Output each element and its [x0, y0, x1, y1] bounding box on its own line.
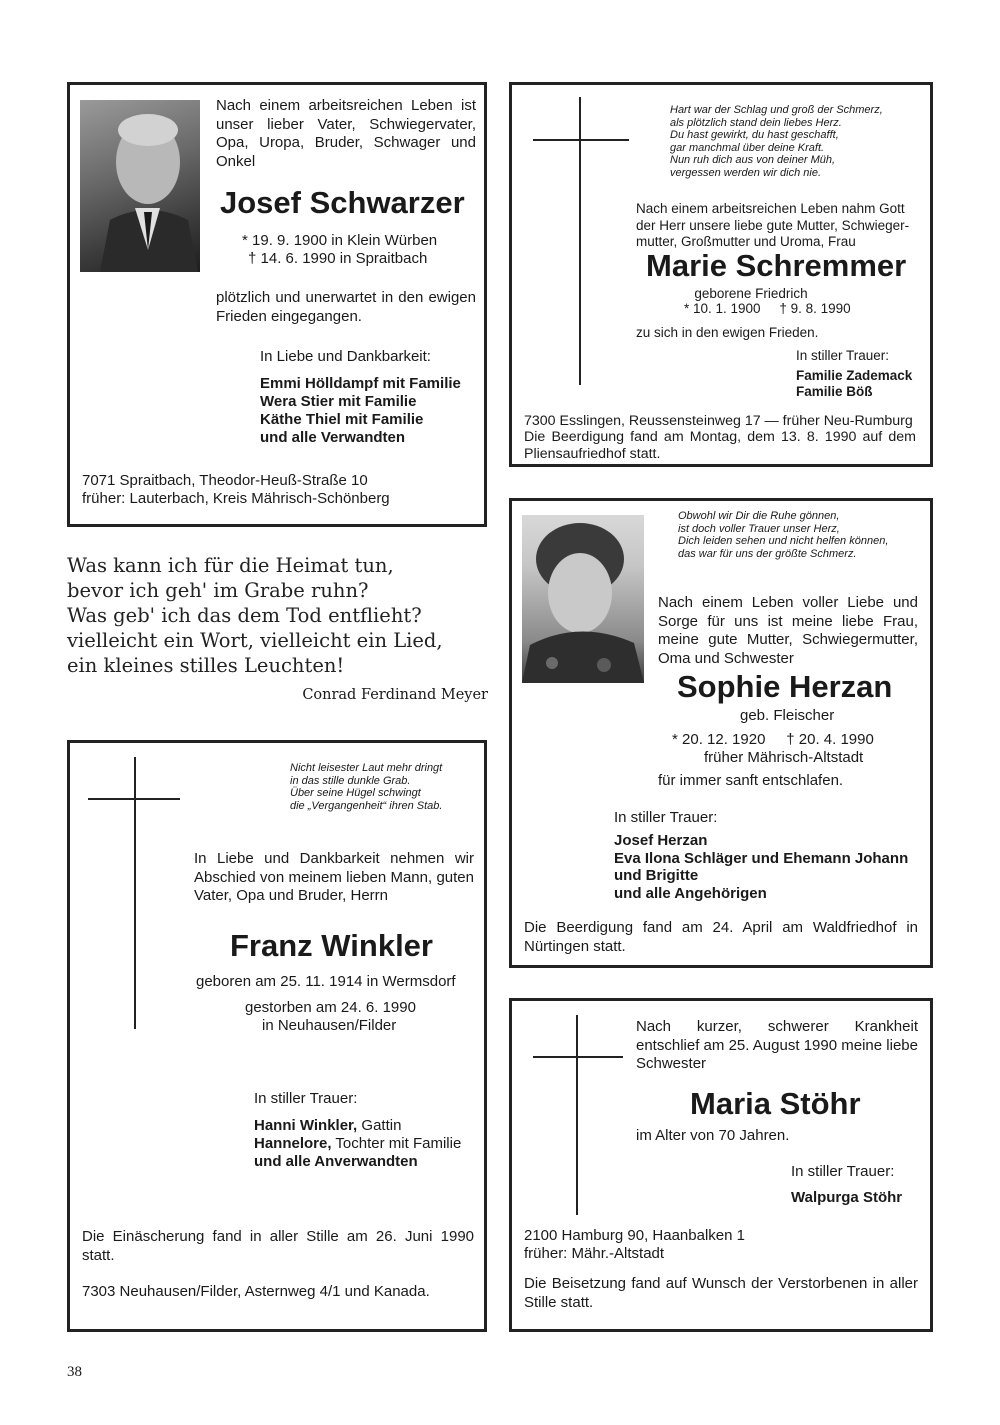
mourner-relation: Tochter mit Familie [331, 1135, 462, 1152]
mourner [254, 1117, 401, 1136]
mourner-relation: Gattin [357, 1117, 402, 1134]
deceased-name: Josef Schwarzer [220, 185, 465, 220]
intro-line: mutter, Großmutter und Uroma, Frau [636, 234, 856, 249]
portrait-photo [80, 100, 200, 272]
mourner: Familie Zademack [796, 368, 913, 383]
intro-line: der Herr unsere liebe gute Mutter, Schwieger- [636, 217, 910, 233]
mourner: Wera Stier mit Familie [260, 393, 417, 410]
memorial-verse [290, 762, 442, 812]
cross-bar [88, 798, 180, 800]
intro-text: Nach kurzer, schwerer Krankheit entschlief am 25. August 1990 meine liebe Schwester [636, 1018, 918, 1072]
cross-bar [533, 1056, 623, 1058]
verse-line: Obwohl wir Dir die Ruhe gönnen, [678, 510, 840, 522]
death-date: gestorben am 24. 6. 1990 [245, 999, 416, 1016]
mourning-label: In stiller Trauer: [796, 348, 890, 363]
poem-line: bevor ich geh' im Grabe ruhn? [67, 579, 369, 602]
verse-line: das war für uns der größte Schmerz. [678, 547, 857, 560]
address: 7303 Neuhausen/Filder, Asternweg 4/1 und Kanada. [82, 1283, 430, 1300]
intro-text: Nach einem Leben voller Liebe und Sorge für uns ist meine liebe Frau, meine gute Mutter, Schwiegermutter, Oma und Schwester [658, 594, 918, 667]
verse-line: als plötzlich stand dein liebes Herz. [670, 116, 842, 129]
funeral-notice: Die Beerdigung fand am 24. April am Waldfriedhof in Nürtingen statt. [524, 919, 918, 955]
mourning-label: In stiller Trauer: [254, 1090, 358, 1107]
cremation-notice: Die Einäscherung fand in aller Stille am 26. Juni 1990 statt. [82, 1228, 474, 1264]
intro-text [636, 201, 909, 251]
body-text: für immer sanft entschlafen. [658, 772, 844, 789]
mourner: Eva Ilona Schläger und Ehemann Johann [614, 850, 909, 867]
obituary-maria-stoehr [509, 998, 933, 1332]
verse-line: Nun ruh dich aus von deiner Müh, [670, 154, 836, 167]
birth-date: * 19. 9. 1900 in Klein Würben [242, 232, 438, 249]
poem-line: ein kleines stilles Leuchten! [67, 654, 345, 677]
death-date: † 14. 6. 1990 in Spraitbach [248, 250, 428, 267]
mourner-name: Hannelore, [254, 1135, 332, 1152]
mourner: Emmi Hölldampf mit Familie [260, 375, 461, 392]
death-place: in Neuhausen/Filder [262, 1017, 397, 1034]
verse-line: Dich leiden sehen und nicht helfen können, [678, 535, 889, 548]
intro-line: Nach einem arbeitsreichen Leben nahm Gott [636, 201, 905, 216]
obituary-franz-winkler [67, 740, 487, 1332]
obituary-marie-schremmer [509, 82, 933, 467]
life-dates: * 10. 1. 1900 † 9. 8. 1990 [684, 301, 851, 316]
former-address: früher: Mähr.-Altstadt [524, 1245, 665, 1262]
funeral-notice: Die Beerdigung fand am Montag, dem 13. 8. 1990 auf dem Pliensaufriedhof statt. [524, 429, 916, 462]
verse-line: Über seine Hügel schwingt [290, 787, 421, 800]
mourner: Walpurga Stöhr [791, 1189, 903, 1206]
portrait-figure [80, 100, 200, 272]
thanks-label: In Liebe und Dankbarkeit: [260, 348, 431, 365]
mourner [254, 1135, 461, 1154]
verse-line: Du hast gewirkt, du hast geschafft, [670, 129, 839, 142]
deceased-name: Franz Winkler [230, 928, 433, 963]
verse-line: vergessen werden wir dich nie. [670, 166, 822, 179]
age: im Alter von 70 Jahren. [636, 1127, 790, 1144]
cross-icon [576, 1015, 578, 1215]
deceased-name: Maria Stöhr [690, 1086, 861, 1121]
birth-name: geb. Fleischer [740, 707, 835, 724]
memorial-verse [678, 510, 888, 560]
heimat-poem [67, 553, 443, 678]
body-text: zu sich in den ewigen Frieden. [636, 325, 819, 340]
verse-line: in das stille dunkle Grab. [290, 774, 411, 787]
birth-name: geborene Friedrich [694, 286, 808, 301]
former-address: früher: Lauterbach, Kreis Mährisch-Schönberg [82, 490, 390, 507]
body-text: plötzlich und unerwartet in den ewigen Frieden eingegangen. [216, 289, 476, 325]
mourning-label: In stiller Trauer: [791, 1163, 895, 1180]
intro-text: Nach einem arbeitsreichen Leben ist unser lieber Vater, Schwiegervater, Opa, Uropa, Bruder, Schwager und Onkel [216, 97, 476, 170]
address: 7300 Esslingen, Reussensteinweg 17 — früher Neu-Rumburg [524, 413, 913, 429]
verse-line: gar manchmal über deine Kraft. [670, 141, 825, 154]
mourner: und alle Verwandten [260, 429, 406, 446]
cross-bar [533, 139, 629, 141]
portrait-photo [522, 515, 644, 683]
birth-date: geboren am 25. 11. 1914 in Wermsdorf [196, 973, 456, 990]
obituary-sophie-herzan [509, 498, 933, 968]
verse-line: Hart war der Schlag und groß der Schmerz, [670, 104, 883, 116]
mourner-name: Hanni Winkler, [254, 1117, 358, 1134]
memorial-verse [670, 104, 883, 180]
obituary-josef-schwarzer [67, 82, 487, 527]
mourner: und Brigitte [614, 867, 699, 884]
deceased-name: Sophie Herzan [677, 669, 893, 704]
burial-notice: Die Beisetzung fand auf Wunsch der Verstorbenen in aller Stille statt. [524, 1275, 918, 1311]
address: 7071 Spraitbach, Theodor-Heuß-Straße 10 [82, 472, 368, 489]
poem-line: vielleicht ein Wort, vielleicht ein Lied, [67, 629, 443, 652]
mourner: Käthe Thiel mit Familie [260, 411, 424, 428]
verse-line: die „Vergangenheit“ ihren Stab. [290, 799, 443, 812]
verse-line: Nicht leisester Laut mehr dringt [290, 762, 443, 774]
mourner: Josef Herzan [614, 832, 708, 849]
life-dates: * 20. 12. 1920 † 20. 4. 1990 [672, 731, 874, 748]
origin: früher Mährisch-Altstadt [704, 749, 864, 766]
mourning-label: In stiller Trauer: [614, 809, 718, 826]
verse-line: ist doch voller Trauer unser Herz, [678, 522, 840, 535]
portrait-figure [522, 515, 644, 683]
mourner: und alle Angehörigen [614, 885, 767, 902]
mourner: Familie Böß [796, 384, 873, 399]
page-number: 38 [67, 1364, 82, 1380]
address: 2100 Hamburg 90, Haanbalken 1 [524, 1227, 745, 1244]
poem-line: Was kann ich für die Heimat tun, [67, 554, 394, 577]
poem-author: Conrad Ferdinand Meyer [302, 687, 488, 703]
deceased-name: Marie Schremmer [646, 248, 907, 283]
mourner: und alle Anverwandten [254, 1153, 418, 1170]
intro-text: In Liebe und Dankbarkeit nehmen wir Abschied von meinem lieben Mann, guten Vater, Opa und Bruder, Herrn [194, 850, 474, 904]
poem-line: Was geb' ich das dem Tod entflieht? [67, 604, 422, 627]
